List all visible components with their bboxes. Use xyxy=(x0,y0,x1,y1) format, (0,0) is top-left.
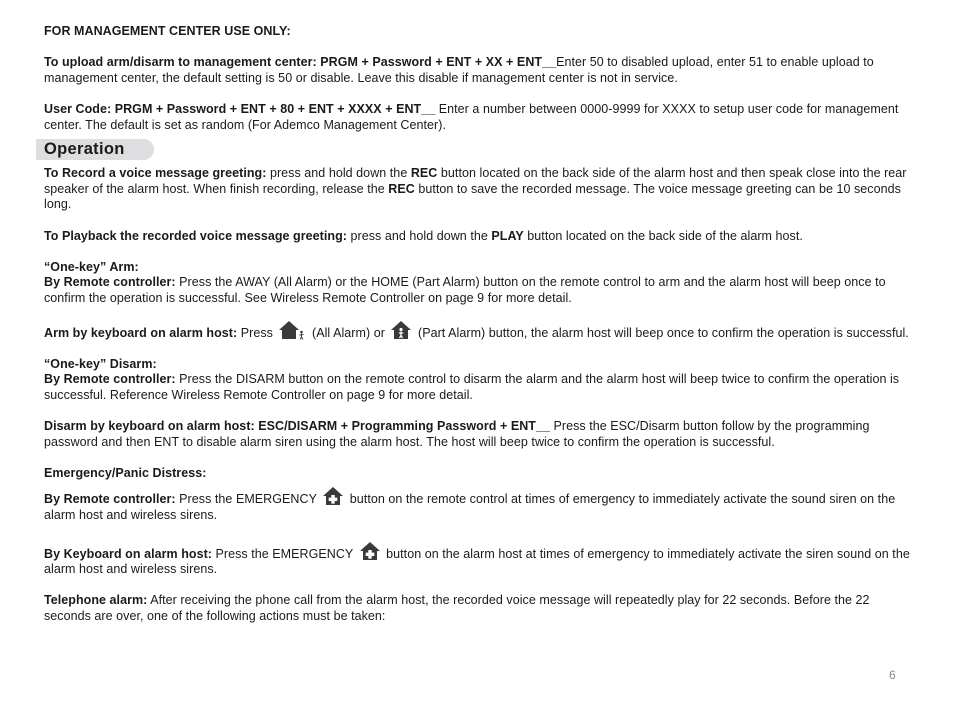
emergency-keyboard-paragraph: By Keyboard on alarm host: Press the EMERGENCY button on the alarm host at times of emergency to immediately activate the siren sound on the alarm host and wireless sirens. xyxy=(44,541,912,578)
disarm-keyboard-paragraph: Disarm by keyboard on alarm host: ESC/DISARM + Programming Password + ENT__ Press the ESC/Disarm button follow by the programming password and then ENT to disable alarm siren using the alarm host. The host will beep twice to confirm the operation is successful. xyxy=(44,419,870,449)
upload-paragraph: To upload arm/disarm to management center: PRGM + Password + ENT + XX + ENT__Enter 50 to disabled upload, enter 51 to enable upload to management center, the default setting is 50 or disable. Leave this disable if management center is not in service. xyxy=(44,55,874,85)
house-emergency-icon xyxy=(322,486,344,506)
emergency-heading: Emergency/Panic Distress: xyxy=(44,465,207,480)
section-title: Operation xyxy=(44,140,125,159)
record-greeting-paragraph: To Record a voice message greeting: press and hold down the REC button located on the back side of the alarm host and then speak close into the rear speaker of the alarm host. When finish recording, release the REC button to save the recorded message. The voice message greeting can be 10 seconds long. xyxy=(44,166,907,212)
arm-keyboard-paragraph: Arm by keyboard on alarm host: Press (All Alarm) or (Part Alarm) button, the alarm host will beep once to confirm the operation is successful. xyxy=(44,320,912,342)
onekey-arm-heading: “One-key” Arm: xyxy=(44,259,139,274)
onekey-disarm-heading: “One-key” Disarm: xyxy=(44,356,157,371)
section-header-operation xyxy=(36,139,154,160)
arm-remote-paragraph: By Remote controller: Press the AWAY (All Alarm) or the HOME (Part Alarm) button on the remote control to arm and the alarm host will beep once to confirm the operation is successful. See Wireless Remote Controller on page 9 for more detail. xyxy=(44,275,886,305)
telephone-alarm-paragraph: Telephone alarm: After receiving the phone call from the alarm host, the recorded voice message will repeatedly play for 22 seconds. Before the 22 seconds are over, one of the following actions must be taken: xyxy=(44,593,870,623)
user-code-paragraph: User Code: PRGM + Password + ENT + 80 + ENT + XXXX + ENT__ Enter a number between 0000-9999 for XXXX to setup user code for management center. The default is set as random (For Ademco Management Center). xyxy=(44,101,899,132)
playback-paragraph: To Playback the recorded voice message greeting: press and hold down the PLAY button located on the back side of the alarm host. xyxy=(44,228,803,243)
house-emergency-icon xyxy=(359,541,381,561)
house-home-icon xyxy=(390,320,412,340)
disarm-remote-paragraph: By Remote controller: Press the DISARM button on the remote control to disarm the alarm and the alarm host will beep twice to confirm the operation is successful. Reference Wireless Remote Controller on page 9 for more detail. xyxy=(44,372,900,402)
house-away-icon xyxy=(278,320,306,340)
page-number: 6 xyxy=(889,668,896,682)
manual-page xyxy=(44,24,912,625)
emergency-remote-paragraph: By Remote controller: Press the EMERGENCY button on the remote control at times of emergency to immediately activate the sound siren on the alarm host and wireless sirens. xyxy=(44,486,912,523)
management-heading: FOR MANAGEMENT CENTER USE ONLY: xyxy=(44,24,291,38)
